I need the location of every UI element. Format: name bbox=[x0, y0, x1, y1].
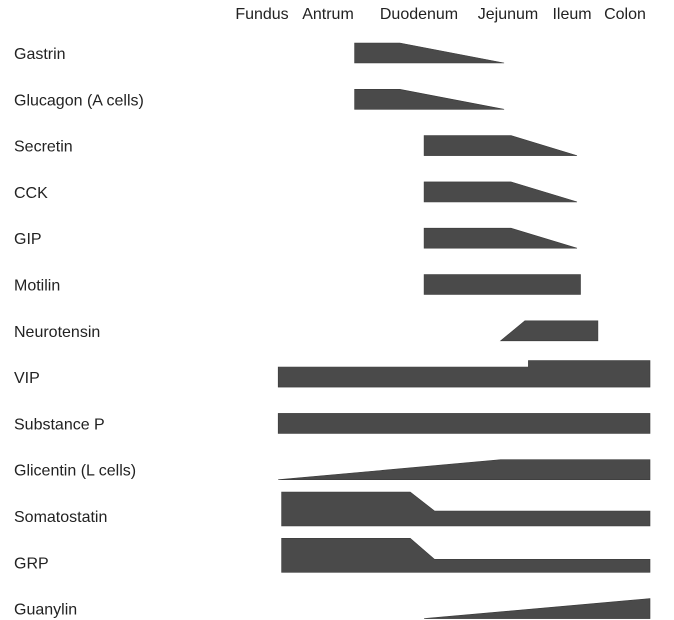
distribution-band-vip bbox=[278, 361, 650, 388]
hormone-label-neurotensin: Neurotensin bbox=[14, 323, 101, 341]
hormone-label-guanylin: Guanylin bbox=[14, 601, 78, 619]
hormone-label-motilin: Motilin bbox=[14, 277, 61, 295]
region-label-antrum: Antrum bbox=[302, 6, 354, 23]
distribution-band-somatostatin bbox=[282, 492, 650, 526]
hormone-label-somatostatin: Somatostatin bbox=[14, 509, 108, 526]
hormone-label-grp: GRP bbox=[14, 555, 49, 573]
distribution-band-secretin bbox=[424, 136, 577, 156]
region-label-fundus: Fundus bbox=[235, 6, 289, 23]
distribution-band-neurotensin bbox=[501, 321, 598, 341]
distribution-band-guanylin bbox=[424, 599, 650, 619]
distribution-band-motilin bbox=[424, 275, 580, 295]
distribution-band-grp bbox=[282, 538, 650, 572]
distribution-band-cck bbox=[424, 182, 577, 202]
distribution-band-glicentin-l-cells bbox=[278, 460, 650, 480]
distribution-band-gastrin bbox=[355, 43, 505, 63]
region-label-duodenum: Duodenum bbox=[379, 6, 459, 23]
distribution-band-substance-p bbox=[278, 413, 650, 433]
hormone-rows bbox=[14, 43, 650, 619]
hormone-label-gastrin: Gastrin bbox=[14, 46, 66, 63]
hormone-label-glicentin-l-cells: Glicentin (L cells) bbox=[14, 462, 137, 480]
hormone-label-secretin: Secretin bbox=[14, 138, 73, 156]
hormone-label-gip: GIP bbox=[14, 231, 42, 249]
hormone-label-glucagon-a-cells: Glucagon (A cells) bbox=[14, 92, 144, 110]
distribution-band-glucagon-a-cells bbox=[355, 89, 505, 109]
region-label-jejunum: Jejunum bbox=[477, 6, 539, 23]
hormone-label-vip: VIP bbox=[14, 370, 40, 388]
region-label-colon: Colon bbox=[604, 6, 646, 23]
hormone-label-substance-p: Substance P bbox=[14, 416, 105, 434]
hormone-label-cck: CCK bbox=[14, 184, 48, 202]
distribution-band-gip bbox=[424, 228, 577, 248]
region-label-ileum: Ileum bbox=[552, 6, 592, 23]
region-header bbox=[235, 6, 646, 23]
